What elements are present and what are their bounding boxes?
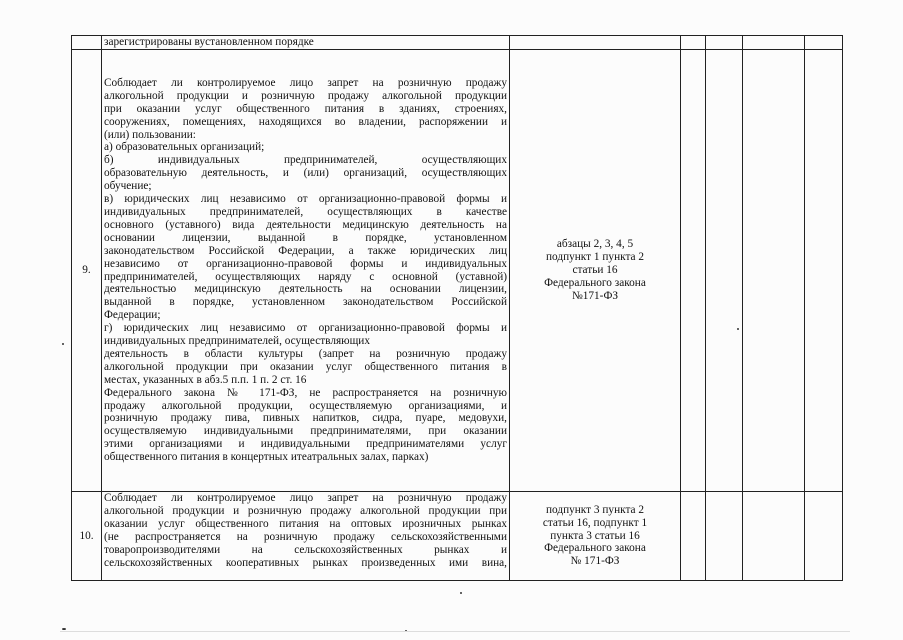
text-line: местах, указанных в абз.5 п.п. 1 п. 2 ст. 16 — [104, 373, 307, 386]
answer-no-cell — [706, 36, 743, 50]
text-line: осуществляемую индивидуальными предпринимателями, при оказании — [104, 425, 507, 438]
answer-yes-cell — [681, 50, 706, 492]
question-cell — [102, 492, 510, 581]
text-line: обучение; — [104, 180, 152, 193]
answer-no-cell — [706, 492, 743, 581]
text-line: Федерации; — [104, 309, 161, 322]
text-line: оказании услуг общественного питания на оптовых ирозничных рынках — [104, 517, 507, 530]
answer-yes-cell — [681, 36, 706, 50]
table-row — [72, 36, 843, 50]
text-line: законодательством Российской Федерации, а также юридических лиц — [104, 244, 507, 257]
text-line: индивидуальных предпринимателей, осуществляющих в качестве — [104, 205, 507, 218]
text-line: основного (уставного) вида деятельности медицинскую деятельность на — [104, 218, 507, 231]
text-line: абзацы 2, 3, 4, 5 — [556, 238, 634, 251]
text-line: основании лицензии, выданной в порядке, установленном — [104, 231, 507, 244]
text-line: деятельностью медицинскую деятельность на основании лицензии, — [104, 283, 507, 296]
text-line: подпункт 3 пункта 2 — [545, 503, 645, 516]
text-line: статьи 16, подпункт 1 — [542, 516, 648, 529]
reference-cell — [510, 36, 681, 50]
text-line: №171-ФЗ — [571, 289, 619, 302]
table-row — [72, 50, 843, 492]
text-line: алкогольной продукции при оказании услуг общественного питания в — [104, 360, 507, 373]
answer-no-cell — [706, 50, 743, 492]
text-line: сельскохозяйственных кооперативных рынках произведенных ими вина, — [104, 556, 507, 569]
text-line: независимо от организационно-правовой формы и индивидуальных — [104, 257, 507, 270]
reference-cell — [510, 492, 681, 581]
notes-cell — [805, 492, 843, 581]
not-applicable-cell — [743, 492, 805, 581]
question-text — [104, 77, 507, 464]
text-line: алкогольной продукции и розничную продажу алкогольной продукции — [104, 89, 507, 102]
text-line: товаропроизводителями на сельскохозяйственных рынках и — [104, 543, 507, 556]
text-line: продажу алкогольной продукции, осуществляемую организациями, и — [104, 399, 507, 412]
text-line: индивидуальных предпринимателей, осуществляющих — [104, 335, 370, 348]
text-line: (или) пользовании: — [104, 128, 196, 141]
notes-cell — [805, 50, 843, 492]
text-line: алкогольной продукции и розничную продажу алкогольной продукции при — [104, 504, 507, 517]
text-line: общественного питания в концертных итеатральных залах, парках) — [104, 451, 429, 464]
reference-cell — [510, 50, 681, 492]
row-number-cell: 10. — [72, 492, 102, 581]
text-line: предпринимателей, осуществляющих наряду с основной (уставной) — [104, 270, 507, 283]
legal-reference — [512, 238, 678, 303]
text-line: Федерального закона № 171-ФЗ, не распространяется на розничную — [104, 386, 507, 399]
question-text — [104, 492, 507, 569]
text-line: при оказании услуг общественного питания в зданиях, строениях, — [104, 102, 507, 115]
text-line: (не распространяется на розничную продажу сельскохозяйственными — [104, 530, 507, 543]
text-line: г) юридических лиц независимо от организационно-правовой формы и — [104, 322, 507, 335]
text-line: б) индивидуальных предпринимателей, осуществляющих — [104, 154, 507, 167]
text-line: подпункт 1 пункта 2 — [545, 251, 645, 264]
text-line: в) юридических лиц независимо от организационно-правовой формы и — [104, 193, 507, 206]
text-line: розничную продажу пива, пивных напитков, сидра, пуаре, медовухи, — [104, 412, 507, 425]
question-cell: зарегистрированы вустановленном порядке — [102, 36, 510, 50]
text-line: выданной в порядке, установленном законодательством Российской — [104, 296, 507, 309]
text-line: Соблюдает ли контролируемое лицо запрет на розничную продажу — [104, 492, 507, 504]
table-row — [72, 492, 843, 581]
row-number-cell — [72, 36, 102, 50]
text-line: сооружениях, помещениях, находящихся во владении, распоряжении и — [104, 115, 507, 128]
question-cell — [102, 50, 510, 492]
text-line: Федерального закона — [544, 276, 646, 289]
text-line: статьи 16 — [572, 264, 618, 277]
text-line: Соблюдает ли контролируемое лицо запрет на розничную продажу — [104, 76, 507, 89]
text-line: пункта 3 статьи 16 — [550, 529, 640, 542]
text-line: а) образовательных организаций; — [104, 141, 265, 154]
text-line: деятельность в области культуры (запрет на розничную продажу — [104, 347, 507, 360]
legal-reference — [512, 504, 678, 569]
row-number-cell: 9. — [72, 50, 102, 492]
not-applicable-cell — [743, 50, 805, 492]
answer-yes-cell — [681, 492, 706, 581]
text-line: образовательную деятельность, и (или) организаций, осуществляющих — [104, 167, 507, 180]
notes-cell — [805, 36, 843, 50]
not-applicable-cell — [743, 36, 805, 50]
checklist-table — [71, 35, 843, 581]
text-line: Федерального закона — [544, 542, 646, 555]
scan-edge — [60, 631, 850, 632]
text-line: этими организациями и индивидуальными предпринимателями услуг — [104, 438, 507, 451]
text-line: № 171-ФЗ — [570, 555, 620, 568]
